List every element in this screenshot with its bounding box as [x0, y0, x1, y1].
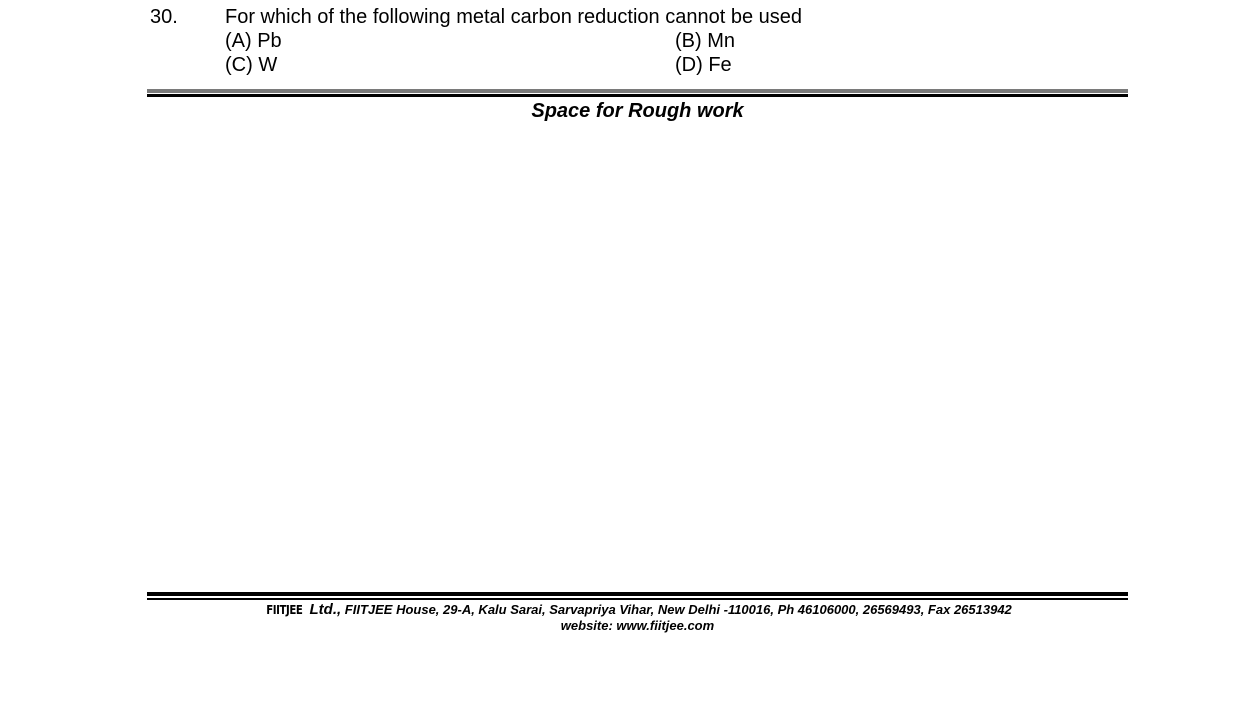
page-footer: [147, 602, 1128, 634]
question-text: For which of the following metal carbon reduction cannot be used: [225, 6, 803, 28]
option-a: (A) Pb: [225, 30, 282, 52]
footer-address: FIITJEE House, 29-A, Kalu Sarai, Sarvapriya Vihar, New Delhi -110016, Ph 46106000, 26569493, Fax 26513942: [344, 602, 1012, 617]
footer-address-line: [147, 602, 1128, 618]
footer-divider: [147, 592, 1128, 600]
option-c: (C) W: [225, 54, 278, 76]
question-number: 30.: [150, 6, 178, 28]
footer-ltd: Ltd.,: [309, 601, 342, 618]
footer-divider-thick: [147, 592, 1128, 596]
rough-work-title: Space for Rough work: [531, 100, 744, 122]
footer-divider-thin: [147, 598, 1128, 600]
rough-work-area: [147, 126, 1128, 590]
divider-black-line: [147, 94, 1128, 97]
option-b: (B) Mn: [675, 30, 735, 52]
option-d: (D) Fe: [675, 54, 732, 76]
divider-grey-line: [147, 89, 1128, 93]
footer-website: website: www.fiitjee.com: [560, 618, 715, 633]
rough-work-top-divider: [147, 89, 1128, 97]
footer-brand: FIITJEE: [266, 603, 303, 617]
